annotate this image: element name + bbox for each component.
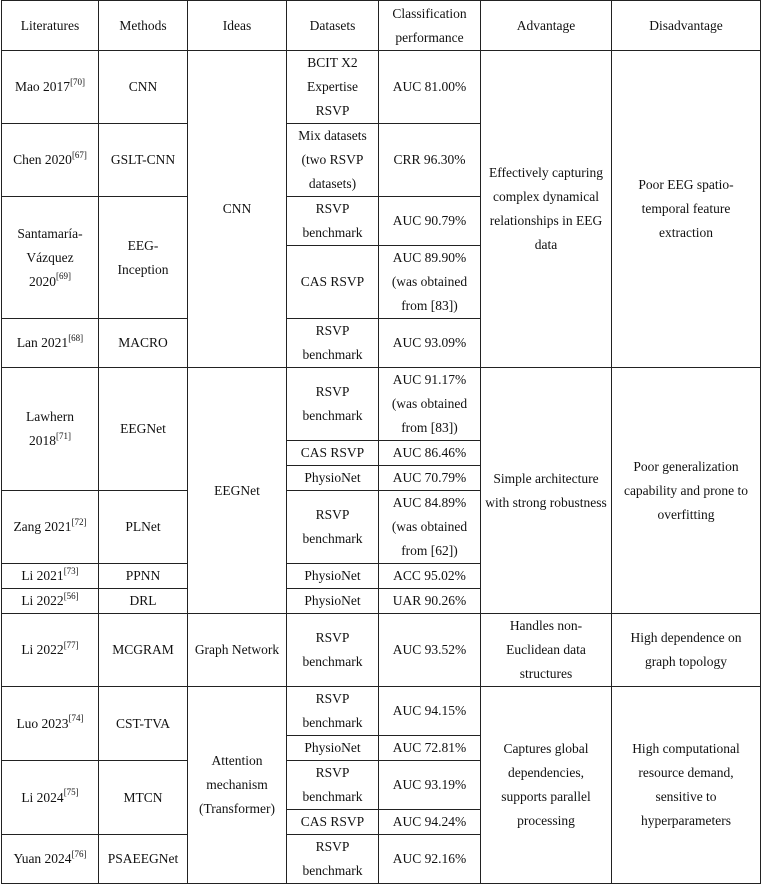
disadvantage-cell-cnn: Poor EEG spatio-temporal feature extraction (612, 51, 761, 368)
table-row (2, 368, 761, 441)
dataset-cell: PhysioNet (287, 466, 379, 491)
literature-cell: Lan 2021[68] (2, 319, 99, 368)
header-disadvantage: Disadvantage (612, 1, 761, 51)
performance-cell: AUC 93.19% (379, 761, 481, 810)
literature-cell: Zang 2021[72] (2, 491, 99, 564)
header-advantage: Advantage (481, 1, 612, 51)
dataset-cell: Mix datasets (two RSVP datasets) (287, 124, 379, 197)
performance-cell: AUC 94.24% (379, 810, 481, 835)
performance-cell: AUC 89.90% (was obtained from [83]) (379, 246, 481, 319)
dataset-cell: PhysioNet (287, 589, 379, 614)
performance-cell: AUC 93.52% (379, 614, 481, 687)
dataset-cell: PhysioNet (287, 736, 379, 761)
performance-cell: AUC 81.00% (379, 51, 481, 124)
method-cell: CST-TVA (99, 687, 188, 761)
literature-cell: Li 2022[56] (2, 589, 99, 614)
idea-cell-cnn: CNN (188, 51, 287, 368)
method-cell: MTCN (99, 761, 188, 835)
header-classification: Classification performance (379, 1, 481, 51)
idea-cell-eegnet: EEGNet (188, 368, 287, 614)
dataset-cell: RSVP benchmark (287, 761, 379, 810)
advantage-cell-eegnet: Simple architecture with strong robustness (481, 368, 612, 614)
advantage-cell-graph: Handles non-Euclidean data structures (481, 614, 612, 687)
method-cell: PPNN (99, 564, 188, 589)
performance-cell: AUC 84.89% (was obtained from [62]) (379, 491, 481, 564)
idea-cell-graph: Graph Network (188, 614, 287, 687)
disadvantage-cell-attention: High computational resource demand, sensitive to hyperparameters (612, 687, 761, 884)
dataset-cell: RSVP benchmark (287, 614, 379, 687)
method-cell: CNN (99, 51, 188, 124)
performance-cell: ACC 95.02% (379, 564, 481, 589)
performance-cell: UAR 90.26% (379, 589, 481, 614)
literature-cell: Li 2024[75] (2, 761, 99, 835)
dataset-cell: BCIT X2 Expertise RSVP (287, 51, 379, 124)
header-datasets: Datasets (287, 1, 379, 51)
performance-cell: AUC 93.09% (379, 319, 481, 368)
dataset-cell: RSVP benchmark (287, 319, 379, 368)
literature-cell: Li 2021[73] (2, 564, 99, 589)
dataset-cell: RSVP benchmark (287, 368, 379, 441)
advantage-cell-attention: Captures global dependencies, supports parallel processing (481, 687, 612, 884)
table-row (2, 614, 761, 687)
header-ideas: Ideas (188, 1, 287, 51)
dataset-cell: RSVP benchmark (287, 197, 379, 246)
dataset-cell: CAS RSVP (287, 441, 379, 466)
dataset-cell: RSVP benchmark (287, 687, 379, 736)
dataset-cell: RSVP benchmark (287, 835, 379, 884)
header-methods: Methods (99, 1, 188, 51)
performance-cell: AUC 90.79% (379, 197, 481, 246)
literature-cell: Mao 2017[70] (2, 51, 99, 124)
literature-cell: Santamaría-Vázquez 2020[69] (2, 197, 99, 319)
literature-cell: Chen 2020[67] (2, 124, 99, 197)
advantage-cell-cnn: Effectively capturing complex dynamical relationships in EEG data (481, 51, 612, 368)
disadvantage-cell-eegnet: Poor generalization capability and prone to overfitting (612, 368, 761, 614)
literature-cell: Luo 2023[74] (2, 687, 99, 761)
method-cell: EEG-Inception (99, 197, 188, 319)
header-row (2, 1, 761, 51)
literature-cell: Li 2022[77] (2, 614, 99, 687)
performance-cell: AUC 72.81% (379, 736, 481, 761)
literature-cell: Lawhern 2018[71] (2, 368, 99, 491)
method-cell: GSLT-CNN (99, 124, 188, 197)
method-cell: EEGNet (99, 368, 188, 491)
comparison-table (1, 0, 761, 884)
method-cell: PLNet (99, 491, 188, 564)
dataset-cell: CAS RSVP (287, 810, 379, 835)
method-cell: PSAEEGNet (99, 835, 188, 884)
performance-cell: AUC 94.15% (379, 687, 481, 736)
literature-cell: Yuan 2024[76] (2, 835, 99, 884)
table-row (2, 51, 761, 124)
disadvantage-cell-graph: High dependence on graph topology (612, 614, 761, 687)
performance-cell: AUC 86.46% (379, 441, 481, 466)
table-row (2, 687, 761, 736)
dataset-cell: CAS RSVP (287, 246, 379, 319)
performance-cell: AUC 92.16% (379, 835, 481, 884)
dataset-cell: RSVP benchmark (287, 491, 379, 564)
method-cell: MACRO (99, 319, 188, 368)
dataset-cell: PhysioNet (287, 564, 379, 589)
header-literatures: Literatures (2, 1, 99, 51)
performance-cell: CRR 96.30% (379, 124, 481, 197)
method-cell: MCGRAM (99, 614, 188, 687)
performance-cell: AUC 70.79% (379, 466, 481, 491)
method-cell: DRL (99, 589, 188, 614)
performance-cell: AUC 91.17% (was obtained from [83]) (379, 368, 481, 441)
idea-cell-attention: Attention mechanism (Transformer) (188, 687, 287, 884)
